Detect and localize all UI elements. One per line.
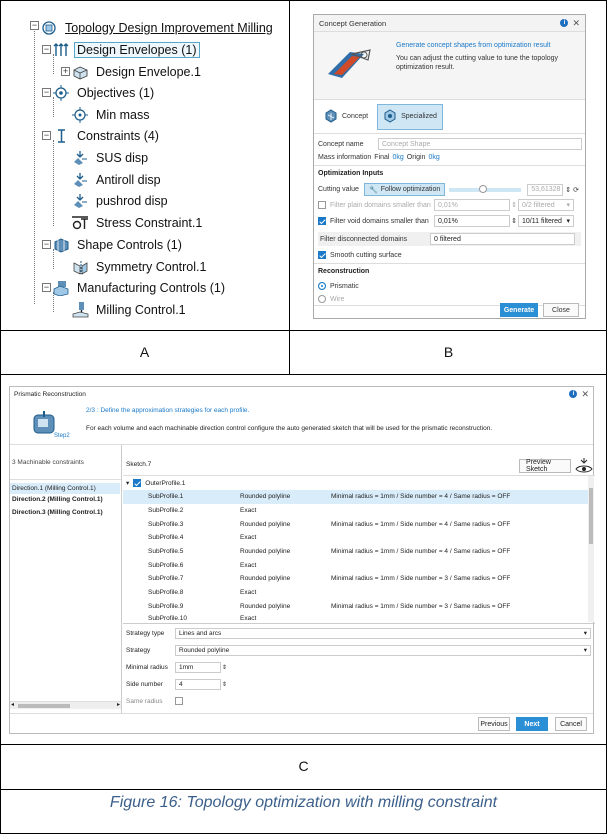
same-radius-checkbox[interactable]	[175, 697, 183, 705]
filter-plain-row	[318, 199, 574, 211]
concept-name-row	[318, 138, 582, 150]
filter-void-count[interactable]: 10/11 filtered ▾	[518, 215, 574, 227]
table-row[interactable]: SubProfile.10 Exact	[148, 615, 257, 622]
same-radius-label: Same radius	[126, 697, 163, 705]
reset-icon[interactable]: ⟳	[573, 186, 579, 194]
direction-item[interactable]: Direction.2 (Milling Control.1)	[12, 496, 103, 503]
tree-item-min-mass[interactable]	[72, 106, 151, 124]
tree-item-label: Manufacturing Controls (1)	[77, 281, 225, 295]
spin-icon[interactable]: ⇕	[222, 664, 228, 671]
tab-concept[interactable]	[318, 104, 374, 130]
direction-item[interactable]: Direction.1 (Milling Control.1)	[10, 483, 120, 494]
tree-item-label: Design Envelope.1	[96, 65, 201, 79]
dialog-titlebar	[10, 387, 593, 401]
tree-item-label: pushrod disp	[96, 194, 168, 208]
prismatic-reconstruction-dialog	[9, 386, 594, 734]
objectives-icon	[53, 85, 70, 101]
tree-item-design-envelope-1[interactable]	[72, 63, 203, 81]
grid-line	[0, 744, 607, 745]
table-row[interactable]: SubProfile.3 Rounded polyline Minimal radius = 1mm / Side number = 4 / Same radius = OFF	[148, 521, 511, 529]
table-row[interactable]: SubProfile.7 Rounded polyline Minimal radius = 1mm / Side number = 3 / Same radius = OFF	[148, 575, 511, 583]
dialog-title: Prismatic Reconstruction	[14, 390, 86, 398]
stress-icon	[72, 215, 89, 231]
filter-void-row	[318, 215, 574, 227]
optimization-inputs-heading: Optimization Inputs	[318, 170, 384, 177]
table-row[interactable]: SubProfile.9 Rounded polyline Minimal radius = 1mm / Side number = 3 / Same radius = OFF	[148, 603, 511, 611]
table-row[interactable]: SubProfile.6 Exact	[148, 562, 257, 570]
tree-item-label: Symmetry Control.1	[96, 260, 207, 274]
min-radius-row	[123, 659, 595, 675]
side-number-label: Side number	[126, 680, 163, 688]
cutting-value-label: Cutting value	[318, 186, 359, 193]
spin-icon[interactable]: ⇕	[565, 186, 572, 194]
tree-item-sus-disp[interactable]	[72, 149, 150, 167]
info-icon[interactable]: i	[560, 19, 568, 27]
spec-tree-panel: − Topology Design Improvement Milling − Design Envelopes (1) + Design Envelope.1 − Objectives (1) Min mass − Constraints (4) SUS disp Antiroll disp pushrod disp Stress Constraint.1 − Shape Controls (1) Symmetry Control.1 − Manufacturing Controls (1) Milling Control.1	[24, 14, 266, 320]
preview-sketch-button[interactable]: Preview Sketch	[519, 459, 571, 473]
spin-icon[interactable]: ⇕	[222, 681, 228, 688]
tree-item-pushrod-disp[interactable]	[72, 192, 170, 210]
dialog-title: Concept Generation	[319, 18, 387, 28]
figure-caption: Figure 16: Topology optimization with milling constraint	[109, 794, 498, 811]
tree-item-label: Milling Control.1	[96, 303, 186, 317]
tab-label: Specialized	[401, 113, 437, 120]
tree-item-stress-constraint[interactable]	[72, 214, 204, 232]
outer-profile-checkbox[interactable]	[133, 479, 141, 487]
tree-item-label: Design Envelopes (1)	[77, 43, 197, 57]
table-row[interactable]: SubProfile.2 Exact	[148, 507, 257, 515]
table-row[interactable]: SubProfile.8 Exact	[148, 589, 257, 597]
smooth-checkbox[interactable]	[318, 251, 326, 259]
horizontal-scrollbar[interactable]: ◂ ▸	[11, 702, 120, 708]
wire-row	[318, 295, 344, 303]
profile-panel	[123, 445, 595, 713]
cutting-value-slider[interactable]	[449, 188, 521, 192]
follow-optimization-button[interactable]: 🔧 Follow optimization	[364, 183, 445, 196]
tree-item-antiroll-disp[interactable]	[72, 171, 163, 189]
mode-tabs	[314, 100, 585, 134]
min-radius-input[interactable]: 1mm	[175, 662, 221, 673]
milling-icon	[72, 302, 89, 318]
tree-item-milling-control[interactable]	[72, 301, 188, 319]
strategy-select[interactable]: Rounded polyline ▾	[175, 645, 591, 656]
mass-info-label: Mass information	[318, 154, 372, 161]
filter-plain-checkbox[interactable]	[318, 201, 326, 209]
table-row[interactable]: SubProfile.4 Exact	[148, 534, 257, 542]
tree-item-symmetry-control[interactable]	[72, 258, 208, 276]
concept-generation-dialog	[313, 14, 586, 319]
cutting-value-field[interactable]: 53,61328	[527, 184, 563, 196]
filter-plain-input[interactable]: 0,01%	[434, 199, 510, 211]
smooth-label: Smooth cutting surface	[330, 251, 402, 259]
dialog-header	[314, 32, 585, 100]
concept-name-label: Concept name	[318, 140, 364, 148]
tree-item-label: Shape Controls (1)	[77, 238, 182, 252]
strategy-type-select[interactable]: Lines and arcs ▾	[175, 628, 591, 639]
step-label: Step2	[54, 433, 70, 439]
step-header	[10, 401, 593, 445]
grid-line	[0, 789, 607, 790]
filter-void-label: Filter void domains smaller than	[330, 217, 429, 225]
concept-generation-icon	[324, 44, 374, 86]
displacement-icon	[72, 193, 89, 209]
specialized-icon	[383, 109, 397, 125]
tree-item-manufacturing-controls[interactable]	[53, 279, 227, 297]
grid-line	[0, 374, 607, 375]
same-radius-row	[123, 693, 595, 709]
filter-plain-count[interactable]: 0/2 filtered ▾	[518, 199, 574, 211]
vertical-scrollbar[interactable]	[588, 476, 594, 622]
constraints-header: 3 Machinable constraints	[12, 459, 84, 466]
wire-label: Wire	[330, 295, 345, 303]
tree-item-design-envelopes[interactable]	[53, 41, 199, 59]
tree-item-label: Objectives (1)	[77, 86, 155, 100]
cancel-button[interactable]: Cancel	[555, 717, 587, 731]
displacement-icon	[72, 150, 89, 166]
grid-line	[289, 0, 290, 374]
spin-icon[interactable]: ⇕	[511, 202, 517, 209]
tree-item-label: SUS disp	[96, 151, 149, 165]
mass-final-value: 0kg	[392, 154, 404, 161]
table-row[interactable]: SubProfile.5 Rounded polyline Minimal radius = 1mm / Side number = 4 / Same radius = OFF	[148, 548, 511, 556]
concept-icon	[324, 109, 338, 125]
preview-eye-icon[interactable]	[575, 457, 593, 477]
tree-item-label: Min mass	[96, 108, 150, 122]
displacement-icon	[72, 172, 89, 188]
strategy-type-row	[123, 625, 595, 641]
prismatic-radio[interactable]	[318, 282, 326, 290]
outer-profile-label: OuterProfile.1	[145, 479, 186, 487]
strategy-type-label: Strategy type	[126, 629, 165, 637]
grid-line	[0, 330, 607, 331]
symmetry-icon	[72, 259, 89, 275]
filter-plain-label: Filter plain domains smaller than	[330, 201, 431, 209]
prismatic-row	[318, 282, 359, 290]
envelope-icon	[72, 64, 89, 80]
filter-void-input[interactable]: 0,01%	[434, 215, 510, 227]
side-number-input[interactable]: 4	[175, 679, 221, 690]
topology-analysis-icon	[41, 20, 58, 36]
reconstruction-heading: Reconstruction	[318, 268, 370, 275]
tree-root-label: Topology Design Improvement Milling	[65, 21, 273, 35]
smooth-row	[318, 251, 402, 259]
sketch-label: Sketch.7	[126, 461, 152, 468]
next-button[interactable]: Next	[516, 717, 548, 731]
mass-origin-value: 0kg	[428, 154, 440, 161]
header-text: You can adjust the cutting value to tune the topology optimization result.	[396, 55, 559, 71]
mass-info-row	[318, 154, 440, 161]
spin-icon[interactable]: ⇕	[511, 218, 517, 225]
manufacturing-icon	[53, 280, 70, 296]
table-row[interactable]: SubProfile.1 Rounded polyline Minimal radius = 1mm / Side number = 4 / Same radius = OFF	[123, 490, 588, 504]
tree-item-label: Constraints (4)	[77, 129, 159, 143]
step-description: For each volume and each machinable direction control configure the auto generated sketch that will be used for the prismatic reconstruction.	[86, 425, 493, 432]
caption-c: C	[298, 758, 309, 774]
concept-name-input[interactable]: Concept Shape	[378, 138, 582, 150]
outer-profile-row[interactable]: ▾ OuterProfile.1	[126, 479, 186, 487]
caption-b: B	[443, 344, 454, 360]
wand-icon: 🔧	[369, 186, 378, 194]
wire-radio[interactable]	[318, 295, 326, 303]
strategy-row	[123, 642, 595, 658]
tree-item-label: Stress Constraint.1	[96, 216, 203, 230]
previous-button[interactable]: Previous	[478, 717, 510, 731]
cutting-value-row	[318, 183, 579, 196]
filter-disconnected-label: Filter disconnected domains	[320, 235, 408, 243]
mass-final-label: Final	[374, 154, 390, 161]
strategy-label: Strategy	[126, 646, 151, 654]
side-number-row	[123, 676, 595, 692]
machinable-constraints-panel	[10, 445, 122, 713]
step-text: 2/3 : Define the approximation strategies for each profile.	[86, 407, 250, 414]
filter-disconnected-row	[318, 232, 581, 246]
min-radius-label: Minimal radius	[126, 663, 168, 671]
info-icon[interactable]: i	[569, 390, 577, 398]
close-icon[interactable]: ✕	[581, 388, 589, 399]
header-link: Generate concept shapes from optimization result	[396, 42, 551, 49]
prismatic-label: Prismatic	[330, 282, 359, 290]
generate-button[interactable]: Generate	[500, 303, 538, 317]
target-icon	[72, 107, 89, 123]
mass-origin-label: Origin	[406, 154, 426, 161]
design-envelopes-icon	[53, 42, 70, 58]
tree-item-constraints[interactable]	[53, 127, 161, 145]
direction-item[interactable]: Direction.3 (Milling Control.1)	[12, 509, 103, 516]
filter-void-checkbox[interactable]	[318, 217, 326, 225]
filter-disconnected-value: 0 filtered	[430, 233, 575, 245]
close-button[interactable]: Close	[543, 303, 579, 317]
tree-item-objectives[interactable]	[53, 84, 156, 102]
close-icon[interactable]: ✕	[572, 17, 580, 28]
dialog-titlebar	[314, 15, 585, 32]
tree-item-shape-controls[interactable]	[53, 236, 184, 254]
shape-controls-icon	[53, 237, 70, 253]
caption-a: A	[139, 344, 150, 360]
tab-label: Concept	[342, 113, 369, 120]
tab-specialized[interactable]	[377, 104, 443, 130]
constraints-icon	[53, 128, 70, 144]
tree-item-label: Antiroll disp	[96, 173, 161, 187]
tree-root[interactable]	[41, 19, 275, 37]
